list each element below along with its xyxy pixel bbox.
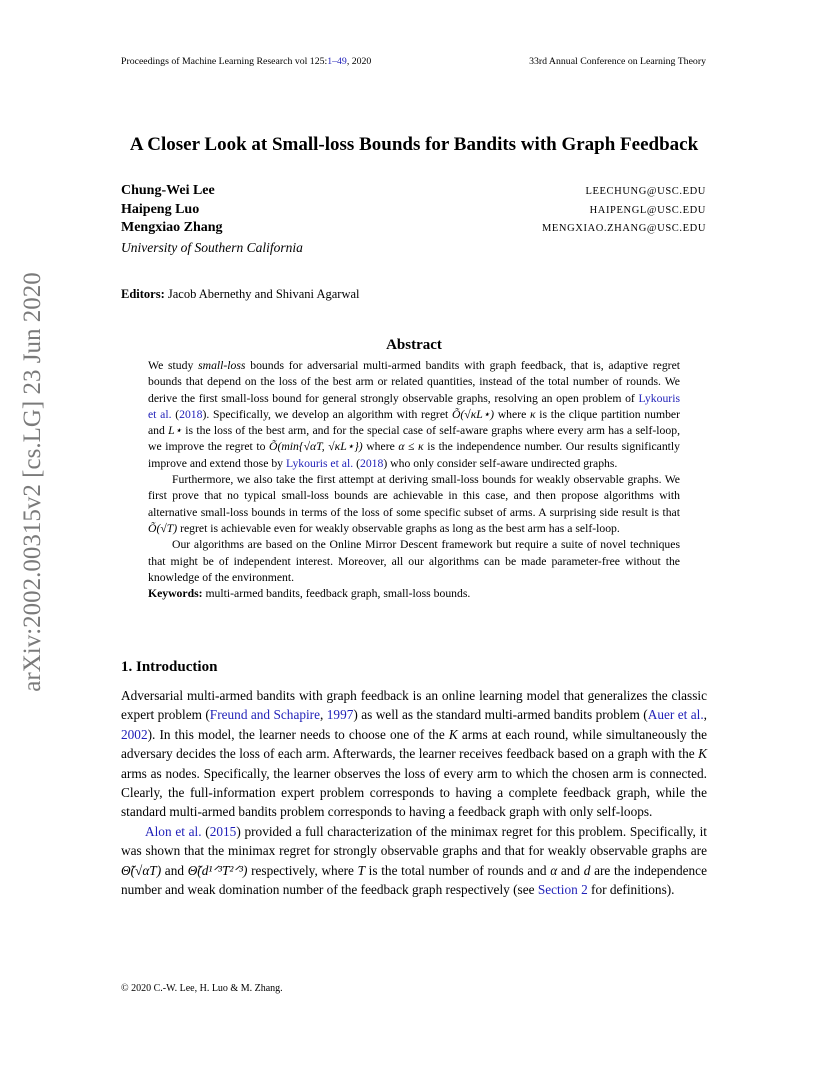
math-expression: Θ̃(√αT) (121, 862, 162, 878)
author-name: Mengxiao Zhang (121, 220, 223, 235)
abstract-paragraph: Our algorithms are based on the Online Mirror Descent framework but require a suite of novel techniques that might be of independent interest. Moreover, all our algorithms can be made parameter-free without the knowledge of the environment. (148, 538, 680, 584)
citation-link[interactable]: Auer et al. (647, 707, 704, 723)
section-reference-link[interactable]: Section 2 (537, 882, 588, 898)
citation-link[interactable]: Alon et al. (145, 823, 202, 839)
affiliation: University of Southern California (121, 240, 303, 255)
keywords-line (148, 586, 680, 602)
copyright-footer: © 2020 C.-W. Lee, H. Luo & M. Zhang. (121, 983, 283, 994)
keywords-list: multi-armed bandits, feedback graph, small-loss bounds. (205, 587, 471, 601)
body-paragraph: Adversarial multi-armed bandits with graph feedback is an online learning model that generalizes the classic expert problem (Freund and Schapire, 1997) as well as the standard multi-armed bandits problem (Auer et al., 2002). In this model, the learner needs to choose one of the K arms at each round, while simultaneously the adversary decides the loss of each arm. Afterwards, the learner receives feedback based on a graph with the K arms as nodes. Specifically, the learner observes the loss of every arm to which the chosen arm is connected. Clearly, the full-information expert problem corresponds to having a complete feedback graph, while the standard multi-armed bandits problem corresponds to having a feedback graph with only self-loops. (121, 688, 707, 820)
editors-names: Jacob Abernethy and Shivani Agarwal (167, 287, 360, 301)
page-range-link[interactable]: 1–49 (327, 56, 347, 67)
paper-title: A Closer Look at Small-loss Bounds for Bandits with Graph Feedback (129, 134, 699, 155)
citation-year-link[interactable]: 1997 (326, 707, 354, 723)
running-header-left (121, 56, 371, 67)
math-expression: Õ(√T) (148, 521, 178, 535)
citation-year-link[interactable]: 2002 (121, 726, 148, 742)
math-expression: Õ(min{√αT, √κL⋆}) (269, 440, 363, 454)
editors-label: Editors: (121, 287, 165, 301)
header-year: , 2020 (346, 56, 372, 67)
math-expression: Θ̃(d¹ᐟ³T²ᐟ³) (187, 862, 248, 878)
author-email: LEECHUNG@USC.EDU (585, 186, 706, 197)
abstract-heading: Abstract (386, 337, 442, 353)
keywords-label: Keywords: (148, 587, 203, 601)
author-email: HAIPENGL@USC.EDU (589, 205, 706, 216)
arxiv-sidebar-stamp: arXiv:2002.00315v2 [cs.LG] 23 Jun 2020 (19, 272, 46, 692)
author-name: Haipeng Luo (121, 202, 200, 217)
citation-link[interactable]: Lykouris et al. (148, 391, 680, 421)
abstract-body (148, 358, 680, 602)
citation-year-link[interactable]: 2018 (359, 456, 384, 470)
running-header-right: 33rd Annual Conference on Learning Theory (529, 56, 706, 67)
citation-year-link[interactable]: 2015 (209, 823, 237, 839)
abstract-paragraph: We study small-loss bounds for adversarial multi-armed bandits with graph feedback, that is, adaptive regret bounds that depend on the loss of the best arm or related quantities, instead of the total number of rounds. We derive the first small-loss bound for general strongly observable graphs, resolving an open problem of Lykouris et al. (2018). Specifically, we develop an algorithm with regret Õ(√κL⋆) where κ is the clique partition number and L⋆ is the loss of the best arm, and for the special case of self-aware graphs where every arm has a self-loop, we improve the regret to Õ(min{√αT, √κL⋆}) where α ≤ κ is the independence number. Our results significantly improve and extend those by Lykouris et al. (2018) who only consider self-aware undirected graphs. (148, 359, 681, 470)
abstract-paragraph: Furthermore, we also take the first attempt at deriving small-loss bounds for weakly observable graphs. We first prove that no typical small-loss bounds are achievable in this case, and then propose algorithms with alternative small-loss bounds in terms of the loss of some specific subset of arms. A surprising side result is that Õ(√T) regret is achievable even for weakly observable graphs as long as the best arm has a self-loop. (148, 473, 680, 535)
body-paragraph: Alon et al. (2015) provided a full characterization of the minimax regret for this problem. Specifically, it was shown that the minimax regret for strongly observable graphs and that for weakly observable graphs are Θ̃(√αT) and Θ̃(d¹ᐟ³T²ᐟ³) respectively, where T is the total number of rounds and α and d are the independence number and weak domination number of the feedback graph respectively (see Section 2 for definitions). (121, 823, 707, 898)
author-name: Chung-Wei Lee (121, 183, 215, 198)
citation-link[interactable]: Freund and Schapire (209, 707, 321, 723)
citation-year-link[interactable]: 2018 (179, 407, 203, 421)
section-heading-introduction: 1. Introduction (121, 659, 218, 675)
math-expression: Õ(√κL⋆) (451, 407, 495, 421)
editors-line (121, 287, 360, 302)
header-venue: Proceedings of Machine Learning Research vol 125: (121, 56, 328, 67)
author-email: MENGXIAO.ZHANG@USC.EDU (541, 223, 706, 234)
introduction-body (121, 686, 707, 899)
citation-link[interactable]: Lykouris et al. (285, 456, 354, 470)
